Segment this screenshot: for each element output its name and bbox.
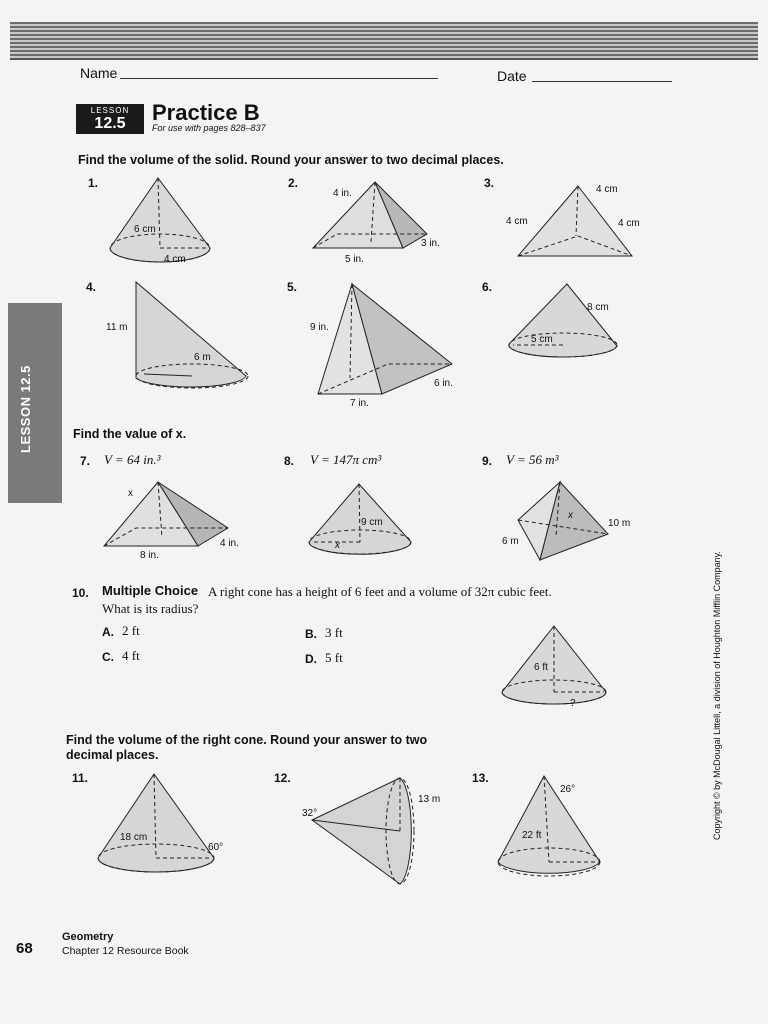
cone-figure-4	[104, 278, 254, 393]
problem-number: 12.	[274, 771, 291, 785]
side-tab-label: LESSON 12.5	[18, 365, 33, 453]
pyramid-figure-2	[305, 176, 455, 266]
side-tab	[8, 303, 62, 503]
copyright-notice: Copyright © by McDougal Littell, a division of Houghton Mifflin Company.	[712, 551, 722, 840]
cone-figure-1	[100, 170, 230, 270]
page-number: 68	[16, 940, 33, 957]
option-d[interactable]: 5 ft	[325, 650, 343, 665]
top-banner	[10, 22, 758, 60]
equation: V = 56 m³	[506, 452, 559, 467]
dim-label: 7 in.	[350, 398, 369, 409]
dim-label: 8 in.	[140, 550, 159, 561]
problem-number: 1.	[88, 176, 99, 190]
problem-number: 2.	[288, 176, 299, 190]
dim-label: 4 in.	[333, 188, 352, 199]
date-label: Date	[497, 68, 527, 84]
option-a[interactable]: 2 ft	[122, 623, 140, 638]
dim-label: 3 in.	[421, 238, 440, 249]
section2-instruction: Find the value of x.	[73, 427, 187, 441]
dim-label: 10 m	[608, 518, 631, 529]
problem-number: 9.	[482, 454, 493, 468]
cone-figure-11	[94, 770, 244, 880]
mc-lead: Multiple Choice	[102, 583, 199, 598]
pyramid-figure-3	[500, 180, 650, 265]
dim-label: 13 m	[418, 794, 441, 805]
page-title: Practice B	[152, 100, 260, 125]
problem-number: 4.	[86, 280, 97, 294]
dim-label: 60°	[208, 842, 224, 853]
pyramid-figure-7	[100, 478, 250, 563]
cone-figure-10	[498, 622, 613, 712]
option-c[interactable]: 4 ft	[122, 648, 140, 663]
section1-instruction: Find the volume of the solid. Round your answer to two decimal places.	[78, 153, 504, 167]
dim-label: 4 cm	[618, 218, 640, 229]
dim-label: ?	[570, 698, 576, 709]
problem-number: 7.	[80, 454, 91, 468]
section3-instruction: Find the volume of the right cone. Round your answer to two	[66, 733, 428, 747]
option-letter: C.	[102, 650, 114, 664]
dim-label: 26°	[560, 784, 576, 795]
dim-label: 5 in.	[345, 254, 364, 265]
dim-label: x	[335, 540, 340, 551]
cone-figure-13	[494, 774, 614, 884]
problem-number: 3.	[484, 176, 495, 190]
problem-number: 5.	[287, 280, 298, 294]
dim-label: 4 cm	[596, 184, 618, 195]
option-letter: D.	[305, 652, 317, 666]
lesson-word: LESSON	[90, 106, 130, 115]
equation: V = 147π cm³	[310, 452, 382, 467]
dim-label: 6 cm	[134, 224, 156, 235]
pyramid-figure-5	[306, 280, 466, 410]
dim-label: 32°	[302, 808, 318, 819]
dim-label: 22 ft	[522, 830, 542, 841]
problem-number: 6.	[482, 280, 493, 294]
dim-label: 4 cm	[506, 216, 528, 227]
cone-figure-12	[298, 772, 448, 890]
date-field-line[interactable]	[532, 81, 672, 82]
dim-label: 4 cm	[164, 254, 186, 265]
name-field-line[interactable]	[120, 78, 438, 79]
footer-chapter: Chapter 12 Resource Book	[62, 945, 189, 957]
option-letter: B.	[305, 627, 317, 641]
dim-label: x	[568, 510, 573, 521]
dim-label: 8 cm	[587, 302, 609, 313]
dim-label: 9 in.	[310, 322, 329, 333]
dim-label: 6 m	[502, 536, 519, 547]
name-label: Name	[80, 65, 118, 81]
dim-label: 18 cm	[120, 832, 148, 843]
dim-label: 5 cm	[531, 334, 553, 345]
option-letter: A.	[102, 625, 114, 639]
footer-book: Geometry	[62, 931, 114, 943]
dim-label: 9 cm	[361, 517, 383, 528]
lesson-number: 12.5	[94, 115, 126, 132]
lesson-badge	[76, 104, 144, 134]
pyramid-figure-9	[500, 478, 650, 568]
dim-label: 6 in.	[434, 378, 453, 389]
dim-label: x	[128, 488, 133, 499]
mc-question-2: What is its radius?	[102, 601, 199, 616]
section3-instruction-2: decimal places.	[66, 748, 159, 762]
mc-question: A right cone has a height of 6 feet and a volume of 32π cubic feet.	[208, 584, 552, 599]
dim-label: 4 in.	[220, 538, 239, 549]
problem-number: 8.	[284, 454, 295, 468]
equation: V = 64 in.³	[104, 452, 161, 467]
cone-figure-6	[505, 280, 645, 365]
dim-label: 6 m	[194, 352, 211, 363]
dim-label: 6 ft	[534, 662, 548, 673]
page-subtitle: For use with pages 828–837	[152, 123, 266, 133]
cone-figure-8	[305, 480, 420, 560]
problem-number: 10.	[72, 586, 89, 600]
option-b[interactable]: 3 ft	[325, 625, 343, 640]
problem-number: 13.	[472, 771, 489, 785]
dim-label: 11 m	[106, 322, 128, 333]
problem-number: 11.	[72, 771, 89, 785]
